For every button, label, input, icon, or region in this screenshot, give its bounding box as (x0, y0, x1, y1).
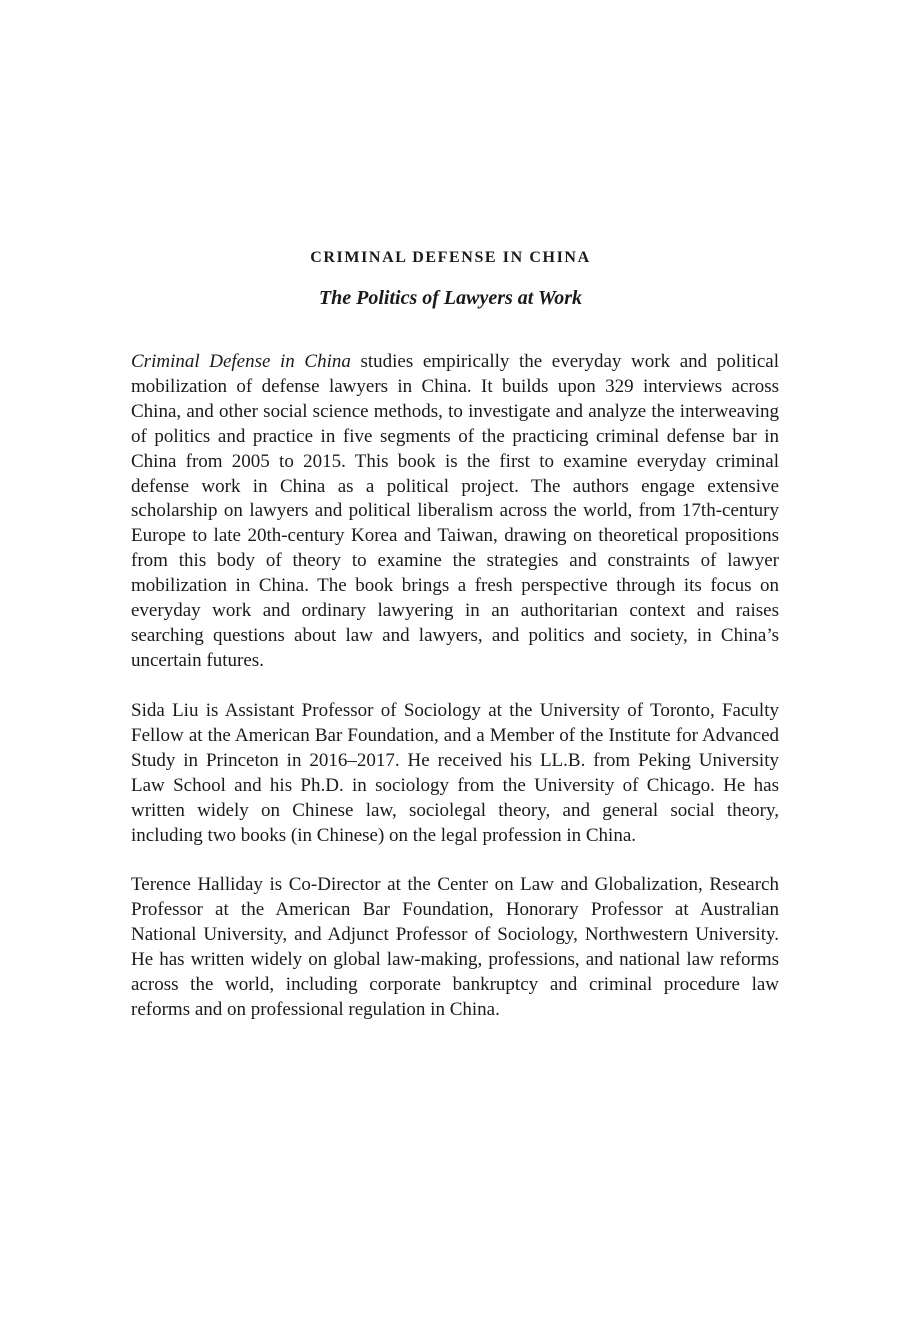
author-bio-sida-liu: Sida Liu is Assistant Professor of Sociology at the University of Toronto, Faculty Fellow at the American Bar Foundation, and a Member of the Institute for Advanced Study in Princeton in 2016–2017. He received his LL.B. from Peking University Law School and his Ph.D. in sociology from the University of Chicago. He has written widely on Chinese law, sociolegal theory, and general social theory, including two books (in Chinese) on the legal profession in China. (131, 700, 779, 846)
author-bio-terence-halliday: Terence Halliday is Co-Director at the Center on Law and Globalization, Research Professor at the American Bar Foundation, Honorary Professor at Australian National University, and Adjunct Professor of Sociology, Northwestern University. He has written widely on global law-making, professions, and national law reforms across the world, including corporate bankruptcy and criminal procedure law reforms and on professional regulation in China. (131, 874, 779, 1020)
description-text: studies empirically the everyday work and political mobilization of defense lawyers in China. It builds upon 329 interviews across China, and other social science methods, to investigate and analyze the interweaving of politics and practice in five segments of the practicing criminal defense bar in China from 2005 to 2015. This book is the first to examine everyday criminal defense work in China as a political project. The authors engage extensive scholarship on lawyers and political liberalism across the world, from 17th-century Europe to late 20th-century Korea and Taiwan, drawing on theoretical propositions from this body of theory to examine the strategies and constraints of lawyer mobilization in China. The book brings a fresh perspective through its focus on everyday work and ordinary lawyering in an authoritarian context and raises searching questions about law and lawyers, and politics and society, in China’s uncertain futures. (131, 351, 779, 671)
book-description (131, 350, 779, 674)
book-title: CRIMINAL DEFENSE IN CHINA (310, 249, 591, 266)
description-book-title: Criminal Defense in China (131, 351, 351, 372)
book-subtitle: The Politics of Lawyers at Work (318, 287, 583, 309)
